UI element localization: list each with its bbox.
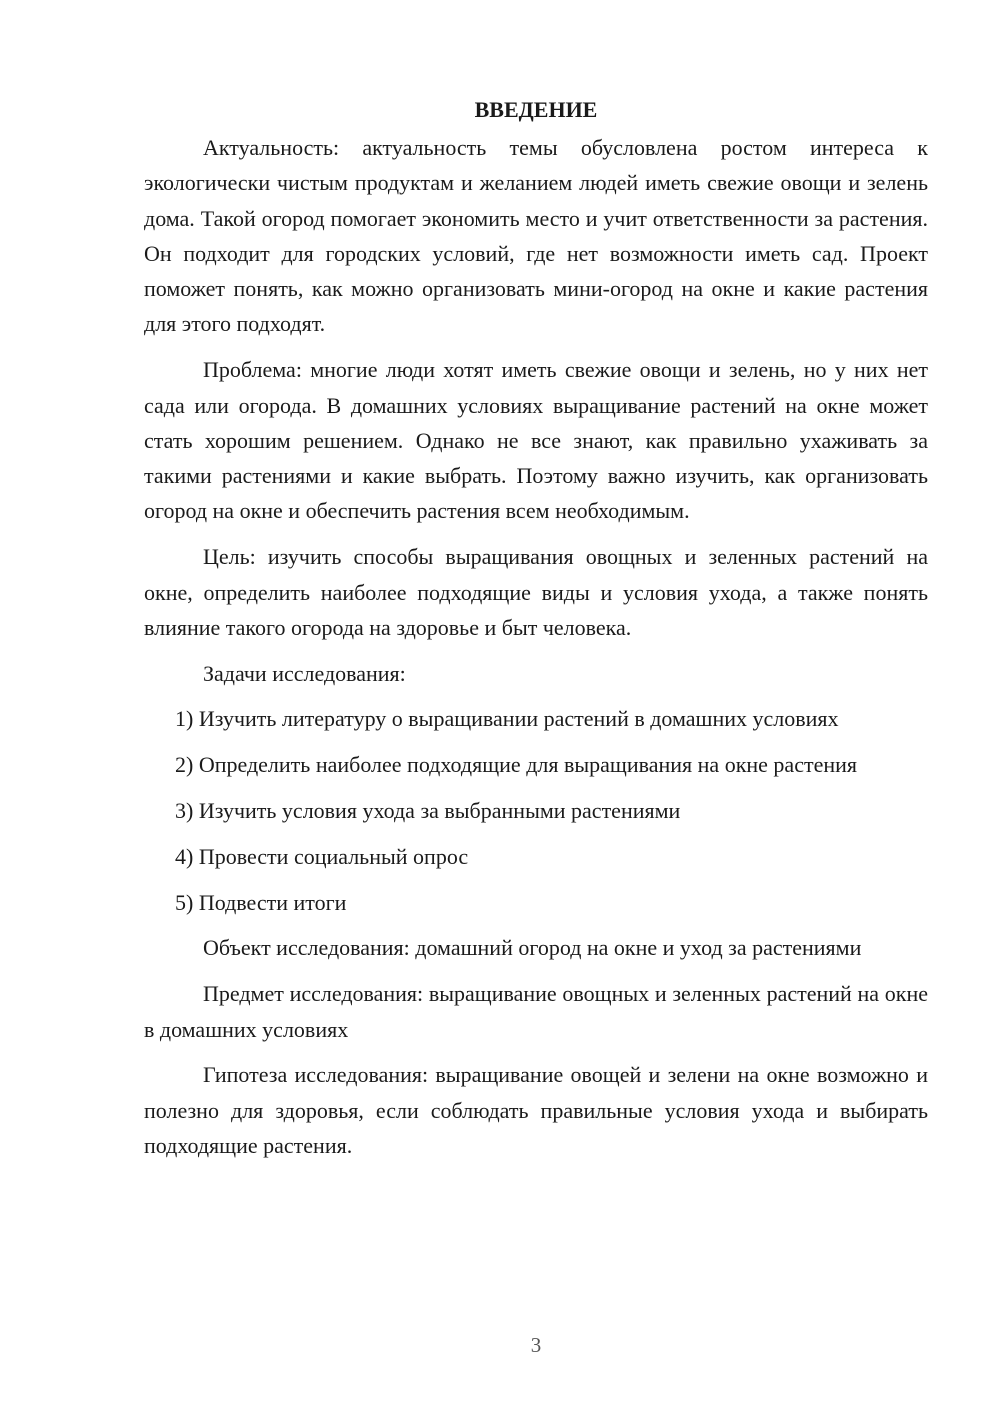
- paragraph-hypothesis: Гипотеза исследования: выращивание овощей и зелени на окне возможно и полезно для здоровья, если соблюдать правильные условия ухода и выбирать подходящие растения.: [144, 1062, 928, 1158]
- task-item: 2) Определить наиболее подходящие для выращивания на окне растения: [175, 752, 857, 778]
- paragraph-problem: Проблема: многие люди хотят иметь свежие овощи и зелень, но у них нет сада или огорода. В домашних условиях выращивание растений на окне может стать хорошим решением. Однако не все знают, как правильно ухаживать за такими растениями и какие выбрать. Поэтому важно изучить, как организовать огород на окне и обеспечить растения всем необходимым.: [144, 357, 928, 524]
- paragraph-object: Объект исследования: домашний огород на окне и уход за растениями: [203, 935, 862, 961]
- tasks-title: Задачи исследования:: [203, 660, 406, 686]
- task-item: 3) Изучить условия ухода за выбранными растениями: [175, 798, 681, 824]
- document-page: [144, 92, 928, 1174]
- task-item: 4) Провести социальный опрос: [175, 843, 469, 869]
- paragraph-relevance: Актуальность: актуальность темы обусловлена ростом интереса к экологически чистым продуктам и желанием людей иметь свежие овощи и зелень дома. Такой огород помогает экономить место и учит ответственности за растения. Он подходит для городских условий, где нет возможности иметь сад. Проект поможет понять, как можно организовать мини-огород на окне и какие растения для этого подходят.: [144, 135, 928, 337]
- task-item: 1) Изучить литературу о выращивании растений в домашних условиях: [175, 706, 839, 732]
- paragraph-goal: Цель: изучить способы выращивания овощных и зеленных растений на окне, определить наиболее подходящие виды и условия ухода, а также понять влияние такого огорода на здоровье и быт человека.: [144, 544, 928, 640]
- section-heading: ВВЕДЕНИЕ: [474, 97, 598, 122]
- page-number: 3: [530, 1333, 542, 1357]
- paragraph-subject: Предмет исследования: выращивание овощных и зеленных растений на окне в домашних условиях: [144, 981, 928, 1042]
- task-item: 5) Подвести итоги: [175, 889, 347, 915]
